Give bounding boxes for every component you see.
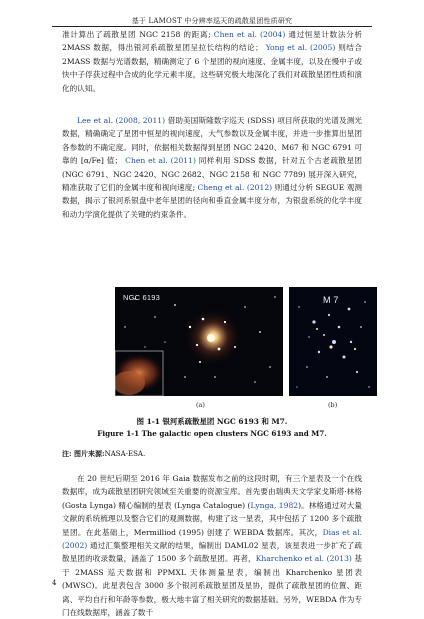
- note-text: NASA-ESA.: [104, 450, 146, 458]
- ngc6193-image: [115, 287, 283, 396]
- text-run: 在 20 世纪后期至 2016 年 Gaia 数据发布之前的这段时期，有三个星表及一个在线数据库，成为疏散星团研究领域至关重要的资源宝库。首先要由瑞典天文学家戈斯塔·林格 (Gosta Lynga) 精心编制的星表 (Lynga Catalogue) (: [62, 474, 362, 510]
- citation: Kharchenko et al. (2013): [255, 554, 352, 564]
- text-run: 通过恒星计数法分析 2MASS 数据，得出银河系疏散星团呈拉长结构的结论；: [62, 30, 362, 53]
- text-run: 借助美国斯隆数字巡天 (SDSS) 项目所获取的光谱及测光数据，精确确定了星团中恒星的视向速度，大气参数以及金属丰度，并进一步推算出星团各参数的不确定度。同时，依据相关数据得到星团 NGC 2420、M67 和 NGC 6791 可靠的 [α/Fe] 值；: [62, 116, 363, 166]
- text-run: 基于 2MASS 巡天数据和 PPMXL 天体测量星表，编制出 Kharchenko 星团表 (MWSC)。此星表包含 3000 多个银河系疏散星团及星协，提供了疏散星团的位置、距离、平均自行和年龄等参数，极大地丰富了相关研究的数据基础。另外，WEBDA 作为专门在线数据库，涵盖了数千: [62, 554, 362, 618]
- paragraph-2: [62, 114, 362, 221]
- figure-note: [62, 449, 145, 459]
- citation: Lynga, 1982: [250, 500, 299, 510]
- page-number: 4: [52, 579, 57, 587]
- citation: Chen et al. (2004): [213, 30, 286, 39]
- paragraph-1: [62, 28, 362, 95]
- figure-caption-en: Figure 1-1 The galactic open clusters NGC 6193 and M7.: [97, 429, 327, 438]
- note-label: 注: 图片来源:: [62, 449, 105, 458]
- figure-caption-cn: 图 1-1 银河系疏散星团 NGC 6193 和 M7.: [136, 417, 288, 426]
- paragraph-3: [62, 472, 362, 619]
- citation: Yong et al. (2005): [265, 43, 336, 53]
- text-run: 则通过分析 SEGUE 观测数据，揭示了银河系银盘中老年星团的径向和垂直金属丰度分布，为银盘系统的化学丰度和动力学演化提供了关键的约束条件。: [62, 183, 362, 219]
- text-run: 准计算出了疏散星团 NGC 2158 的距离;: [62, 30, 214, 39]
- header-rule: [52, 26, 372, 27]
- figure-panel-a-ngc6193: [115, 287, 283, 396]
- text-run: 则结合 2MASS 数据与光谱数据，精确测定了 6 个星团的视向速度、金属丰度，以及在慢中子或快中子俘获过程中合成的化学元素丰度，这些研究极大地深化了我们对疏散星团性质和演化的认知。: [62, 43, 362, 93]
- panel-b-label: M 7: [323, 295, 339, 305]
- citation: Lee et al. (2008, 2011): [77, 116, 166, 125]
- figure-panel-b-m7: [289, 287, 377, 396]
- citation: Dias et al. (2002): [62, 527, 362, 551]
- text-run: 通过汇集整理相关文献的结果，编制出 DAML02 星表，该星表进一步扩充了疏散星团的收录数量，涵盖了 1500 多个疏散星团。再者，: [62, 541, 362, 564]
- text-run: 同样利用 SDSS 数据，针对五个古老疏散星团 (NGC 6791、NGC 2420、NGC 2682、NGC 2158 和 NGC 7789) 展开深入研究，精准获取了它们的金属丰度和视向速度;: [62, 156, 362, 193]
- sub-label-a: (a): [196, 401, 205, 409]
- running-head: 基于 LAMOST 中分辨率巡天的疏散星团性质研究: [131, 17, 293, 25]
- sub-label-b: (b): [328, 401, 338, 409]
- citation: Cheng et al. (2012): [197, 183, 273, 193]
- citation: Chen et al. (2011): [125, 156, 196, 166]
- text-run: )。林格通过对大量文献的系统梳理以及整合它们的观测数据，构建了这一星表，其中包括了 1200 多个疏散星团。在此基础上，Mermilliod (1995) 创建了 WEBDA 数据库。其次，: [62, 500, 362, 537]
- panel-a-label: NGC 6193: [123, 293, 161, 302]
